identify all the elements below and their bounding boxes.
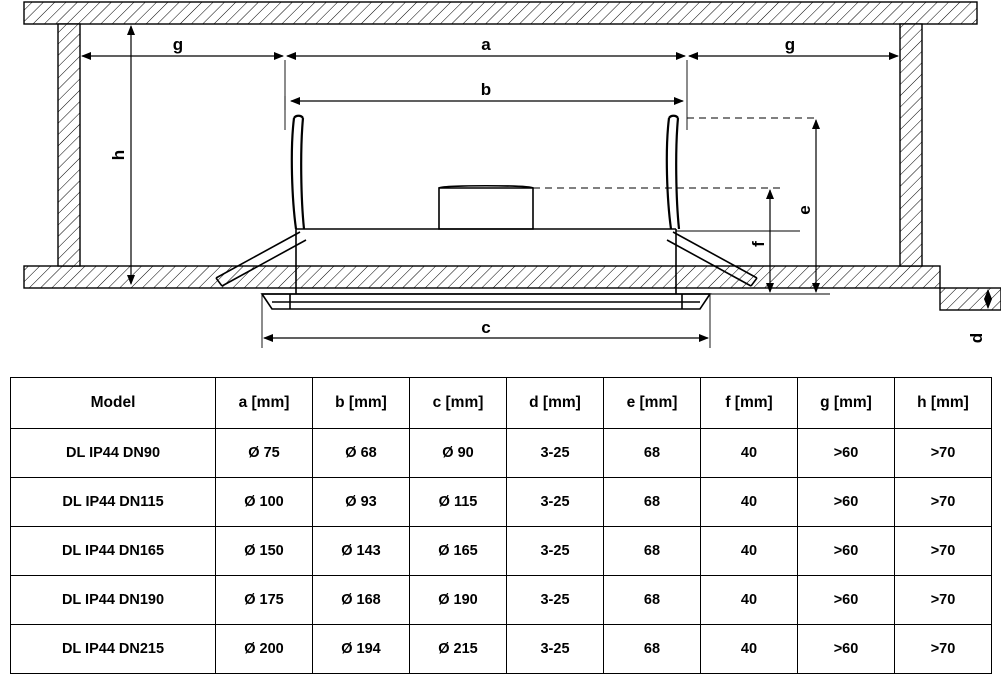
specification-table-container [10,377,991,674]
label-g-left: g [172,35,184,54]
label-h: h [109,149,128,161]
cell-value: 40 [701,625,798,674]
cell-value: >70 [895,429,992,478]
cell-value: 40 [701,576,798,625]
cell-value: Ø 75 [216,429,313,478]
column-header-c: c [mm] [410,378,507,429]
cell-model: DL IP44 DN90 [11,429,216,478]
dimension-labels [109,35,986,343]
cell-value: 68 [604,625,701,674]
cell-value: >60 [798,625,895,674]
cell-value: 40 [701,527,798,576]
cell-value: 3-25 [507,576,604,625]
column-header-e: e [mm] [604,378,701,429]
cell-value: >70 [895,576,992,625]
cell-model: DL IP44 DN190 [11,576,216,625]
cell-value: Ø 93 [313,478,410,527]
cell-value: 68 [604,527,701,576]
cell-value: Ø 115 [410,478,507,527]
cell-value: Ø 143 [313,527,410,576]
table-header-row [11,378,992,429]
label-a: a [481,35,491,54]
cell-value: 68 [604,576,701,625]
cell-value: 3-25 [507,478,604,527]
cell-value: 3-25 [507,527,604,576]
cell-value: 3-25 [507,429,604,478]
cell-value: Ø 175 [216,576,313,625]
cell-value: 68 [604,478,701,527]
column-header-model: Model [11,378,216,429]
column-header-d: d [mm] [507,378,604,429]
cell-value: Ø 194 [313,625,410,674]
cell-value: Ø 190 [410,576,507,625]
cell-value: >70 [895,478,992,527]
column-header-b: b [mm] [313,378,410,429]
cell-model: DL IP44 DN165 [11,527,216,576]
label-f: f [749,241,768,247]
cell-value: 40 [701,429,798,478]
column-header-h: h [mm] [895,378,992,429]
cell-value: Ø 68 [313,429,410,478]
cell-value: >60 [798,527,895,576]
cell-value: >60 [798,478,895,527]
cell-value: 3-25 [507,625,604,674]
label-c: c [481,318,491,337]
label-b: b [480,80,492,99]
cell-model: DL IP44 DN115 [11,478,216,527]
cell-value: 40 [701,478,798,527]
cell-value: >70 [895,625,992,674]
label-d: d [967,332,986,344]
cell-value: Ø 100 [216,478,313,527]
ceiling-upper-slab [24,2,977,24]
table-row [11,527,992,576]
table-row [11,429,992,478]
cell-value: Ø 150 [216,527,313,576]
table-row [11,576,992,625]
cell-value: >70 [895,527,992,576]
cell-value: Ø 168 [313,576,410,625]
table-row [11,625,992,674]
extension-lines [80,24,995,348]
cell-value: >60 [798,576,895,625]
column-header-g: g [mm] [798,378,895,429]
cell-value: Ø 215 [410,625,507,674]
ceiling-lower-slab [24,266,1001,310]
table-row [11,478,992,527]
dimension-arrows [82,26,988,338]
cell-value: Ø 200 [216,625,313,674]
cell-model: DL IP44 DN215 [11,625,216,674]
cell-value: Ø 165 [410,527,507,576]
label-g-right: g [784,35,796,54]
label-e: e [795,205,814,215]
cell-value: Ø 90 [410,429,507,478]
column-header-a: a [mm] [216,378,313,429]
cell-value: >60 [798,429,895,478]
table-body [11,429,992,674]
column-header-f: f [mm] [701,378,798,429]
specification-table [10,377,992,674]
cell-value: 68 [604,429,701,478]
